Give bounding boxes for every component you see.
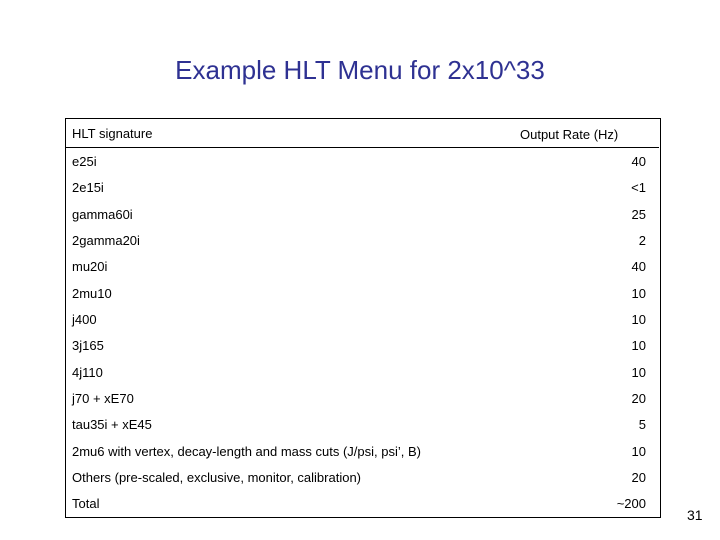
signature-cell: 2mu10 [72,286,112,301]
signature-cell: Others (pre-scaled, exclusive, monitor, calibration) [72,470,362,485]
rate-cell: 40 [631,154,646,169]
table-header [65,118,659,148]
table-row [65,385,659,411]
signature-cell: tau35i + xE45 [72,417,152,432]
rate-cell: 5 [638,417,646,432]
table-row [65,411,659,437]
rate-cell: 20 [631,470,646,485]
signature-cell: j70 + xE70 [72,391,134,406]
slide-title: Example HLT Menu for 2x10^33 [175,55,545,85]
signature-cell: e25i [72,154,97,169]
signature-cell: mu20i [72,259,108,274]
rate-cell: 10 [631,338,646,353]
table-row [65,280,659,306]
rate-cell: <1 [631,180,646,195]
signature-cell: 4j110 [72,365,103,380]
rate-cell: 10 [631,365,646,380]
table-row [65,332,659,358]
signature-cell: j400 [72,312,97,327]
rate-cell: ~200 [616,496,646,511]
rate-cell: 10 [631,444,646,459]
header-signature: HLT signature [72,126,153,141]
signature-cell: 2gamma20i [72,233,140,248]
rate-cell: 40 [631,259,646,274]
table-row [65,148,659,174]
table-row [65,201,659,227]
table-row [65,253,659,279]
rate-cell: 10 [631,286,646,301]
header-output-rate: Output Rate (Hz) [520,127,619,142]
table-row [65,490,659,516]
signature-cell: 2mu6 with vertex, decay-length and mass cuts (J/psi, psi’, B) [72,444,421,459]
signature-cell: Total [72,496,100,511]
rate-cell: 20 [631,391,646,406]
rate-cell: 2 [638,233,646,248]
page-number: 31 [687,507,703,523]
signature-cell: 2e15i [72,180,104,195]
table-row [65,227,659,253]
table-row [65,438,659,464]
rate-cell: 25 [631,207,646,222]
signature-cell: 3j165 [72,338,104,353]
table-row [65,464,659,490]
rate-cell: 10 [631,312,646,327]
signature-cell: gamma60i [72,207,133,222]
table-row [65,306,659,332]
table-row [65,174,659,200]
table-row [65,359,659,385]
